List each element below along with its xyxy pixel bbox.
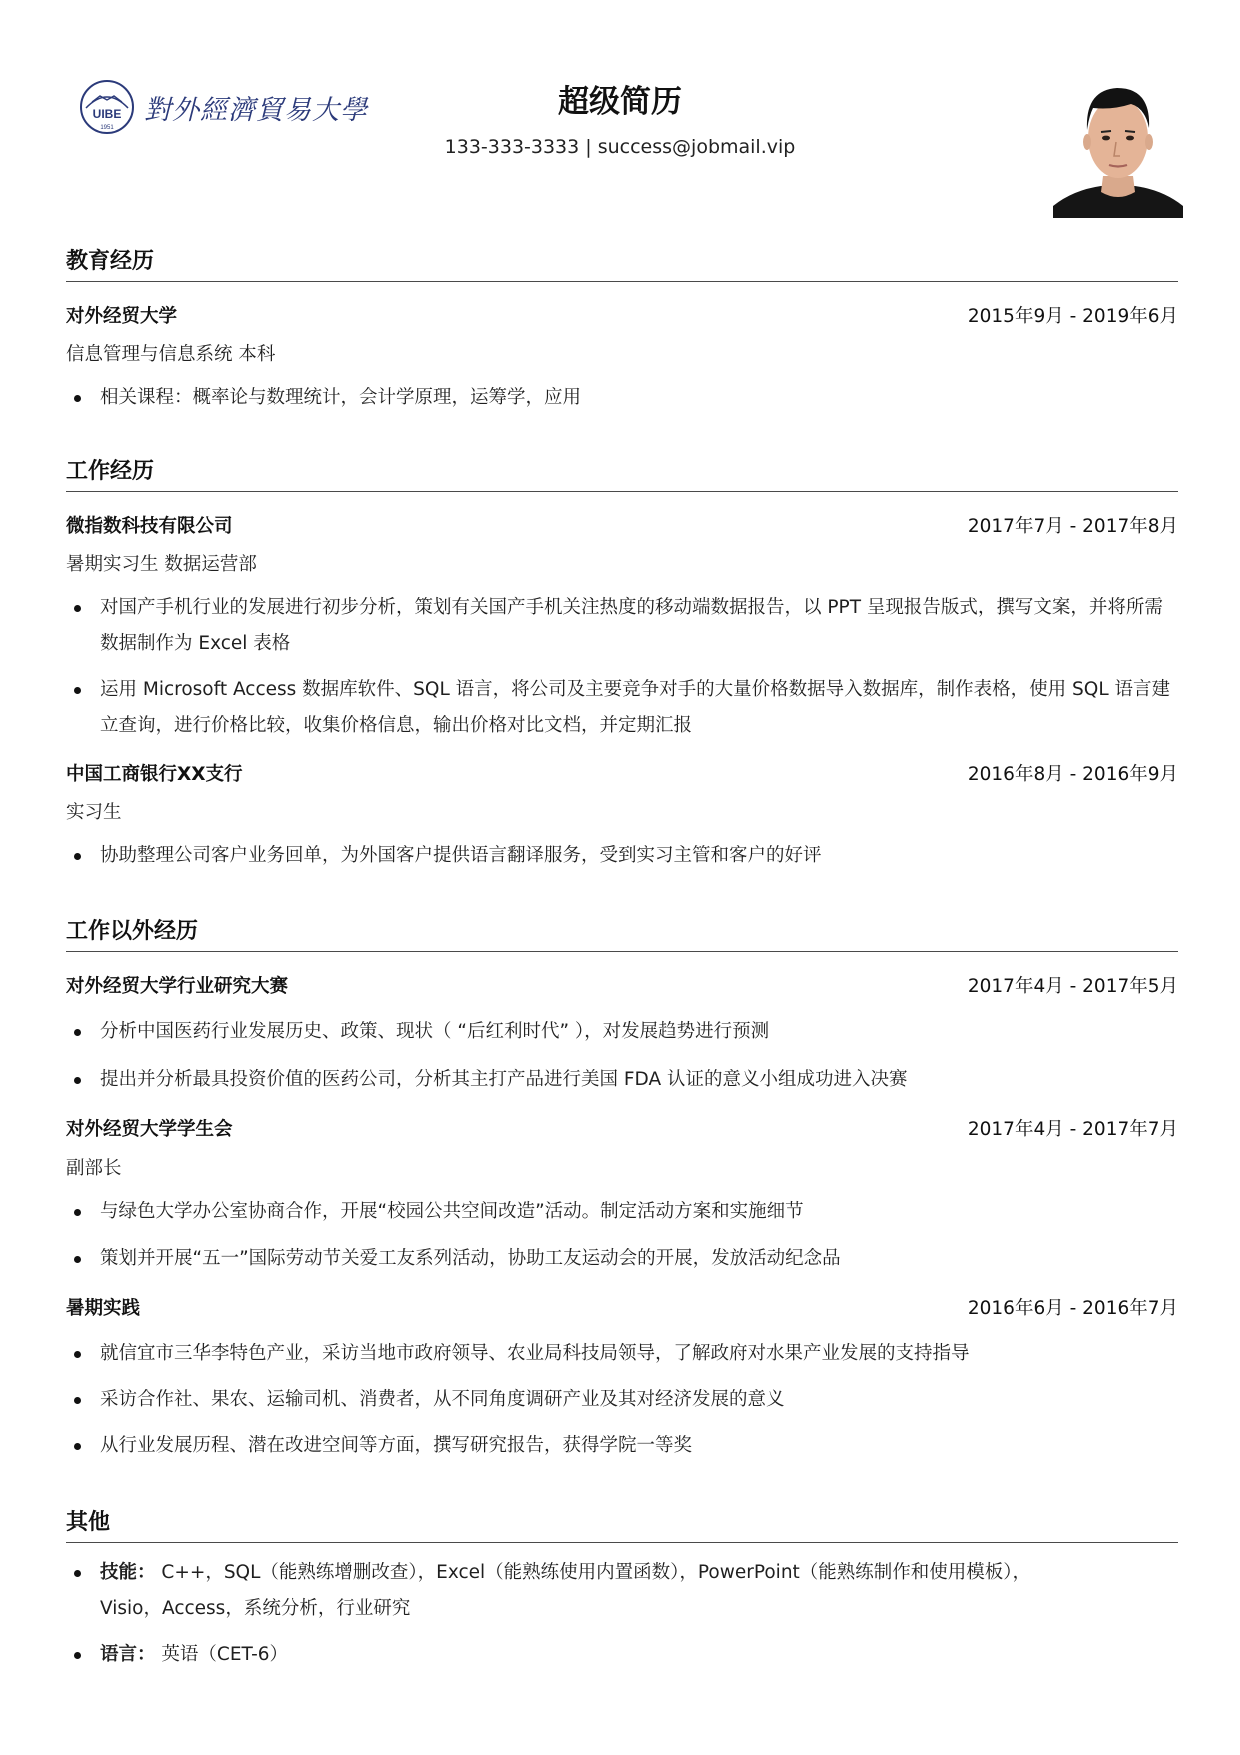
bullet-dot-icon [74,1397,81,1404]
bullet-dot-icon [74,1570,81,1577]
bullet-dot-icon [74,395,81,402]
bullet-item-language [74,1637,1174,1673]
bullet-dot-icon [74,605,81,612]
skills-label: 技能： [100,1562,156,1583]
language-text: 英语（CET-6） [155,1644,289,1665]
entry-date: 2017年7月 - 2017年8月 [967,516,1178,537]
bullet-text: 与绿色大学办公室协商合作，开展“校园公共空间改造”活动。制定活动方案和实施细节 [100,1201,804,1222]
entry-date: 2016年6月 - 2016年7月 [967,1298,1178,1319]
bullet-item [74,1014,1174,1050]
section-divider [66,491,1178,492]
bullet-item [74,1382,1174,1418]
bullet-dot-icon [74,687,81,694]
entry-name: 微指数科技有限公司 [66,516,233,537]
bullet-item [74,672,1174,744]
bullet-item [74,590,1174,662]
bullet-text: 从行业发展历程、潜在改进空间等方面，撰写研究报告，获得学院一等奖 [100,1435,693,1456]
logo-wordmark: 對外經濟貿易大學 [144,94,368,126]
bullet-item [74,838,1174,874]
bullet-text: 运用 Microsoft Access 数据库软件、SQL 语言，将公司及主要竞争对手的大量价格数据导入数据库，制作表格，使用 SQL 语言建立查询，进行价格比较，收集价格信息，输出价格对比文档，并定期汇报 [100,679,1171,736]
entry-name: 暑期实践 [66,1298,141,1319]
bullet-item [74,1062,1174,1098]
entry-subtitle: 信息管理与信息系统 本科 [66,344,276,365]
bullet-dot-icon [74,1443,81,1450]
bullet-text: 分析中国医药行业发展历史、政策、现状（ “后红利时代” ），对发展趋势进行预测 [100,1021,770,1042]
bullet-text: 采访合作社、果农、运输司机、消费者，从不同角度调研产业及其对经济发展的意义 [100,1389,785,1410]
section-title-other: 其他 [66,1510,111,1535]
profile-photo [1053,68,1183,218]
resume-title: 超级简历 [558,84,682,120]
bullet-item [74,1428,1174,1464]
section-divider [66,1542,1178,1543]
bullet-text: 协助整理公司客户业务回单，为外国客户提供语言翻译服务，受到实习主管和客户的好评 [100,845,822,866]
bullet-text: 策划并开展“五一”国际劳动节关爱工友系列活动，协助工友运动会的开展，发放活动纪念品 [100,1248,841,1269]
entry-date: 2017年4月 - 2017年5月 [967,976,1178,997]
section-divider [66,281,1178,282]
bullet-dot-icon [74,853,81,860]
language-label: 语言： [100,1644,156,1665]
section-title-education: 教育经历 [66,249,155,274]
bullet-dot-icon [74,1077,81,1084]
entry-date: 2015年9月 - 2019年6月 [967,306,1178,327]
bullet-item-skills [74,1555,1054,1627]
bullet-text: 对国产手机行业的发展进行初步分析，策划有关国产手机关注热度的移动端数据报告，以 PPT 呈现报告版式，撰写文案，并将所需数据制作为 Excel 表格 [100,597,1163,654]
contact-info: 133-333-3333 | success@jobmail.vip [444,136,796,158]
bullet-dot-icon [74,1652,81,1659]
entry-subtitle: 暑期实习生 数据运营部 [66,554,257,575]
bullet-item [74,1241,1174,1277]
bullet-item [74,1194,1174,1230]
entry-subtitle: 实习生 [66,802,122,823]
entry-name: 对外经贸大学行业研究大赛 [66,976,289,997]
logo-abbr: UIBE [92,107,122,121]
bullet-item [74,1336,1174,1372]
bullet-text: 提出并分析最具投资价值的医药公司，分析其主打产品进行美国 FDA 认证的意义小组成功进入决赛 [100,1069,908,1090]
bullet-text: 就信宜市三华李特色产业，采访当地市政府领导、农业局科技局领导，了解政府对水果产业发展的支持指导 [100,1343,970,1364]
section-title-extra: 工作以外经历 [66,919,199,944]
entry-subtitle: 副部长 [66,1158,122,1179]
bullet-dot-icon [74,1029,81,1036]
entry-name: 对外经贸大学 [66,306,178,327]
bullet-dot-icon [74,1209,81,1216]
entry-name: 对外经贸大学学生会 [66,1119,233,1140]
section-divider [66,951,1178,952]
skills-text: C++，SQL（能熟练增删改查），Excel（能熟练使用内置函数），PowerPoint（能熟练制作和使用模板），Visio，Access，系统分析，行业研究 [100,1562,1032,1619]
logo-year: 1951 [100,125,114,131]
bullet-dot-icon [74,1256,81,1263]
entry-date: 2016年8月 - 2016年9月 [967,764,1178,785]
entry-date: 2017年4月 - 2017年7月 [967,1119,1178,1140]
bullet-dot-icon [74,1351,81,1358]
bullet-item [74,380,1174,416]
entry-name: 中国工商银行XX支行 [66,764,243,785]
section-title-work: 工作经历 [66,459,155,484]
bullet-text: 相关课程：概率论与数理统计，会计学原理，运筹学，应用 [100,387,582,408]
